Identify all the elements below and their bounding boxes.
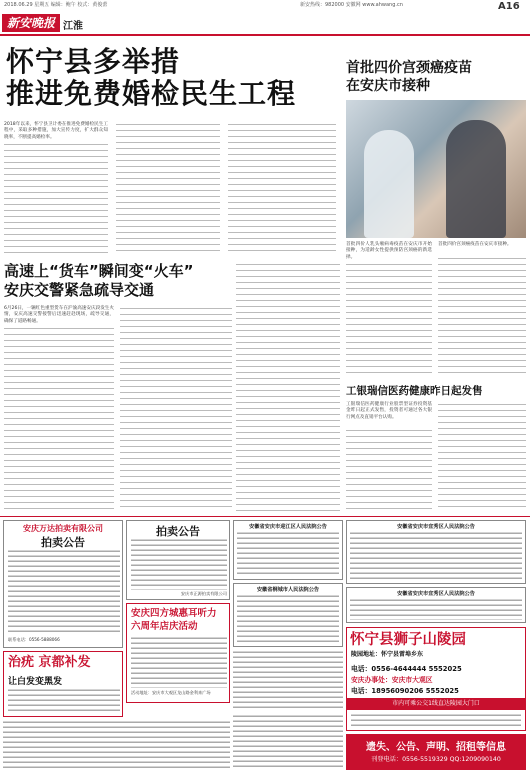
auction1-phone: 联系电话：0556-5888066 — [8, 637, 60, 642]
right-mid-col2 — [438, 334, 526, 378]
main-body-col2 — [116, 122, 220, 256]
classifieds-phone: 刊登电话：0556-5519329 QQ:1209090140 — [371, 756, 501, 763]
right-mid-col1 — [346, 334, 432, 378]
court1-body — [237, 531, 339, 577]
cemetery-ad — [346, 627, 526, 731]
photo-figure-right — [446, 120, 506, 238]
auction1-org: 安庆万达拍卖有限公司 — [23, 524, 103, 533]
vaccine-title-line2: 在安庆市接种 — [346, 78, 430, 94]
auction2-body — [131, 538, 227, 590]
hotline: 新安热线：982000 安徽网 www.ahwang.cn — [300, 2, 403, 8]
lower-mid-body — [233, 714, 343, 770]
photo-figure-left — [364, 130, 414, 238]
fund-body-col1 — [346, 428, 432, 512]
vaccine-lead: 首批四价人乳头瘤病毒疫苗在安庆市开始接种，为适龄女性提供预防宫颈癌的新选择。 — [346, 242, 432, 260]
main-body-col1 — [4, 142, 108, 256]
cemetery-phone1: 电话：0556-4644444 5552025 — [351, 665, 462, 673]
fund-title: 工银瑞信医药健康昨日起发售 — [346, 385, 483, 397]
auction2-title: 拍卖公告 — [156, 525, 200, 538]
cemetery-phone2: 电话：18956090206 5552025 — [351, 687, 459, 695]
vaccine-caption: 首批四价宫颈癌疫苗在安庆市接种。 — [438, 242, 512, 247]
court3-notice — [346, 520, 526, 584]
ad-divider — [0, 516, 530, 517]
court4-title: 安徽省安庆市宜秀区人民法院公告 — [397, 591, 475, 597]
court3-body — [350, 531, 522, 581]
main-lead: 2018年以来，怀宁县卫计委在推进免费婚检民生工程中，采取多种措施，加大宣传力度，扩大群众知晓率，不断提高婚检率。 — [4, 122, 108, 140]
region-label: 江淮 — [63, 21, 83, 32]
traffic-body-col2 — [120, 306, 232, 512]
hair-ad-title: 治疣 京都补发 — [8, 655, 91, 670]
masthead-logo: 新安晚报 — [2, 14, 60, 32]
hearing-title-line1: 安庆四方城惠耳听力 — [131, 608, 217, 619]
main-title-line1: 怀宁县多举措 — [6, 45, 181, 78]
vaccine-body-col2 — [438, 256, 526, 332]
vaccine-title-line1: 首批四价宫颈癌疫苗 — [346, 60, 472, 76]
traffic-story — [4, 262, 232, 512]
hair-ad — [3, 651, 123, 717]
vaccine-body-col1 — [346, 262, 432, 332]
traffic-title-line2: 安庆交警紧急疏导交通 — [4, 281, 155, 299]
court2-body — [237, 594, 339, 644]
auction1-ad — [3, 520, 123, 648]
cemetery-title: 怀宁县狮子山陵园 — [350, 632, 466, 648]
hearing-address: 活动地址：安庆市大观区龙山路金利来广场 — [131, 690, 211, 695]
lower-left-body — [3, 720, 230, 770]
hearing-body — [131, 636, 227, 688]
court3-title: 安徽省安庆市宜秀区人民法院公告 — [397, 524, 475, 530]
court4-notice — [346, 587, 526, 623]
page-header — [0, 0, 530, 36]
fund-story — [346, 384, 526, 512]
court2-title: 安徽省桐城市人民法院公告 — [256, 587, 320, 593]
court2-notice — [233, 583, 343, 647]
auction2-ad — [126, 520, 230, 600]
header-rule — [0, 34, 530, 36]
main-story — [4, 42, 340, 260]
classifieds-title: 遗失、公告、声明、招租等信息 — [366, 742, 506, 753]
court1-notice — [233, 520, 343, 580]
traffic-body-col1 — [4, 326, 114, 512]
page-number: A16 — [498, 1, 520, 12]
auction1-body — [8, 549, 120, 635]
fund-body-col2 — [438, 402, 526, 512]
court4-body — [350, 598, 522, 620]
vaccine-photo — [346, 100, 526, 238]
cemetery-note: 市内可乘公交1线直达陵园大门口 — [347, 698, 525, 710]
fund-lead: 工银瑞信医药健康行业股票型证券投资基金昨日起正式发售，投资者可通过各大银行网点及直销平台认购。 — [346, 402, 432, 420]
main-title-line2: 推进免费婚检民生工程 — [6, 77, 297, 110]
hair-ad-body — [8, 688, 120, 714]
lower-notice-body — [233, 650, 343, 710]
cemetery-body — [351, 713, 521, 728]
vaccine-story — [346, 42, 526, 332]
auction1-title: 拍卖公告 — [41, 536, 85, 549]
hair-ad-subtitle: 让白发变黑发 — [8, 677, 63, 687]
hearing-title-line2: 六周年店庆活动 — [131, 621, 198, 632]
classifieds-bar — [346, 734, 526, 770]
middle-body-col — [236, 262, 340, 512]
auction2-org: 安庆市正源拍卖有限公司 — [180, 591, 227, 596]
main-body-col3 — [228, 122, 336, 256]
cemetery-address: 陵园地址：怀宁县雷埠乡东 — [351, 651, 424, 658]
cemetery-promo: 安庆办事处：安庆市大观区 — [351, 676, 433, 684]
court1-title: 安徽省安庆市迎江区人民法院公告 — [249, 524, 327, 530]
traffic-lead: 6月26日，一辆红色重型货车在沪渝高速安庆段发生火情，安庆高速交警接警后迅速赶赴现场，疏导交通，确保了道路畅通。 — [4, 306, 114, 324]
date-info: 2018.06.29 星期五 编辑：鲍午 校式：黄俊蕾 — [4, 2, 108, 8]
hearing-aid-ad — [126, 603, 230, 703]
traffic-title-line1: 高速上“货车”瞬间变“火车” — [4, 262, 194, 280]
